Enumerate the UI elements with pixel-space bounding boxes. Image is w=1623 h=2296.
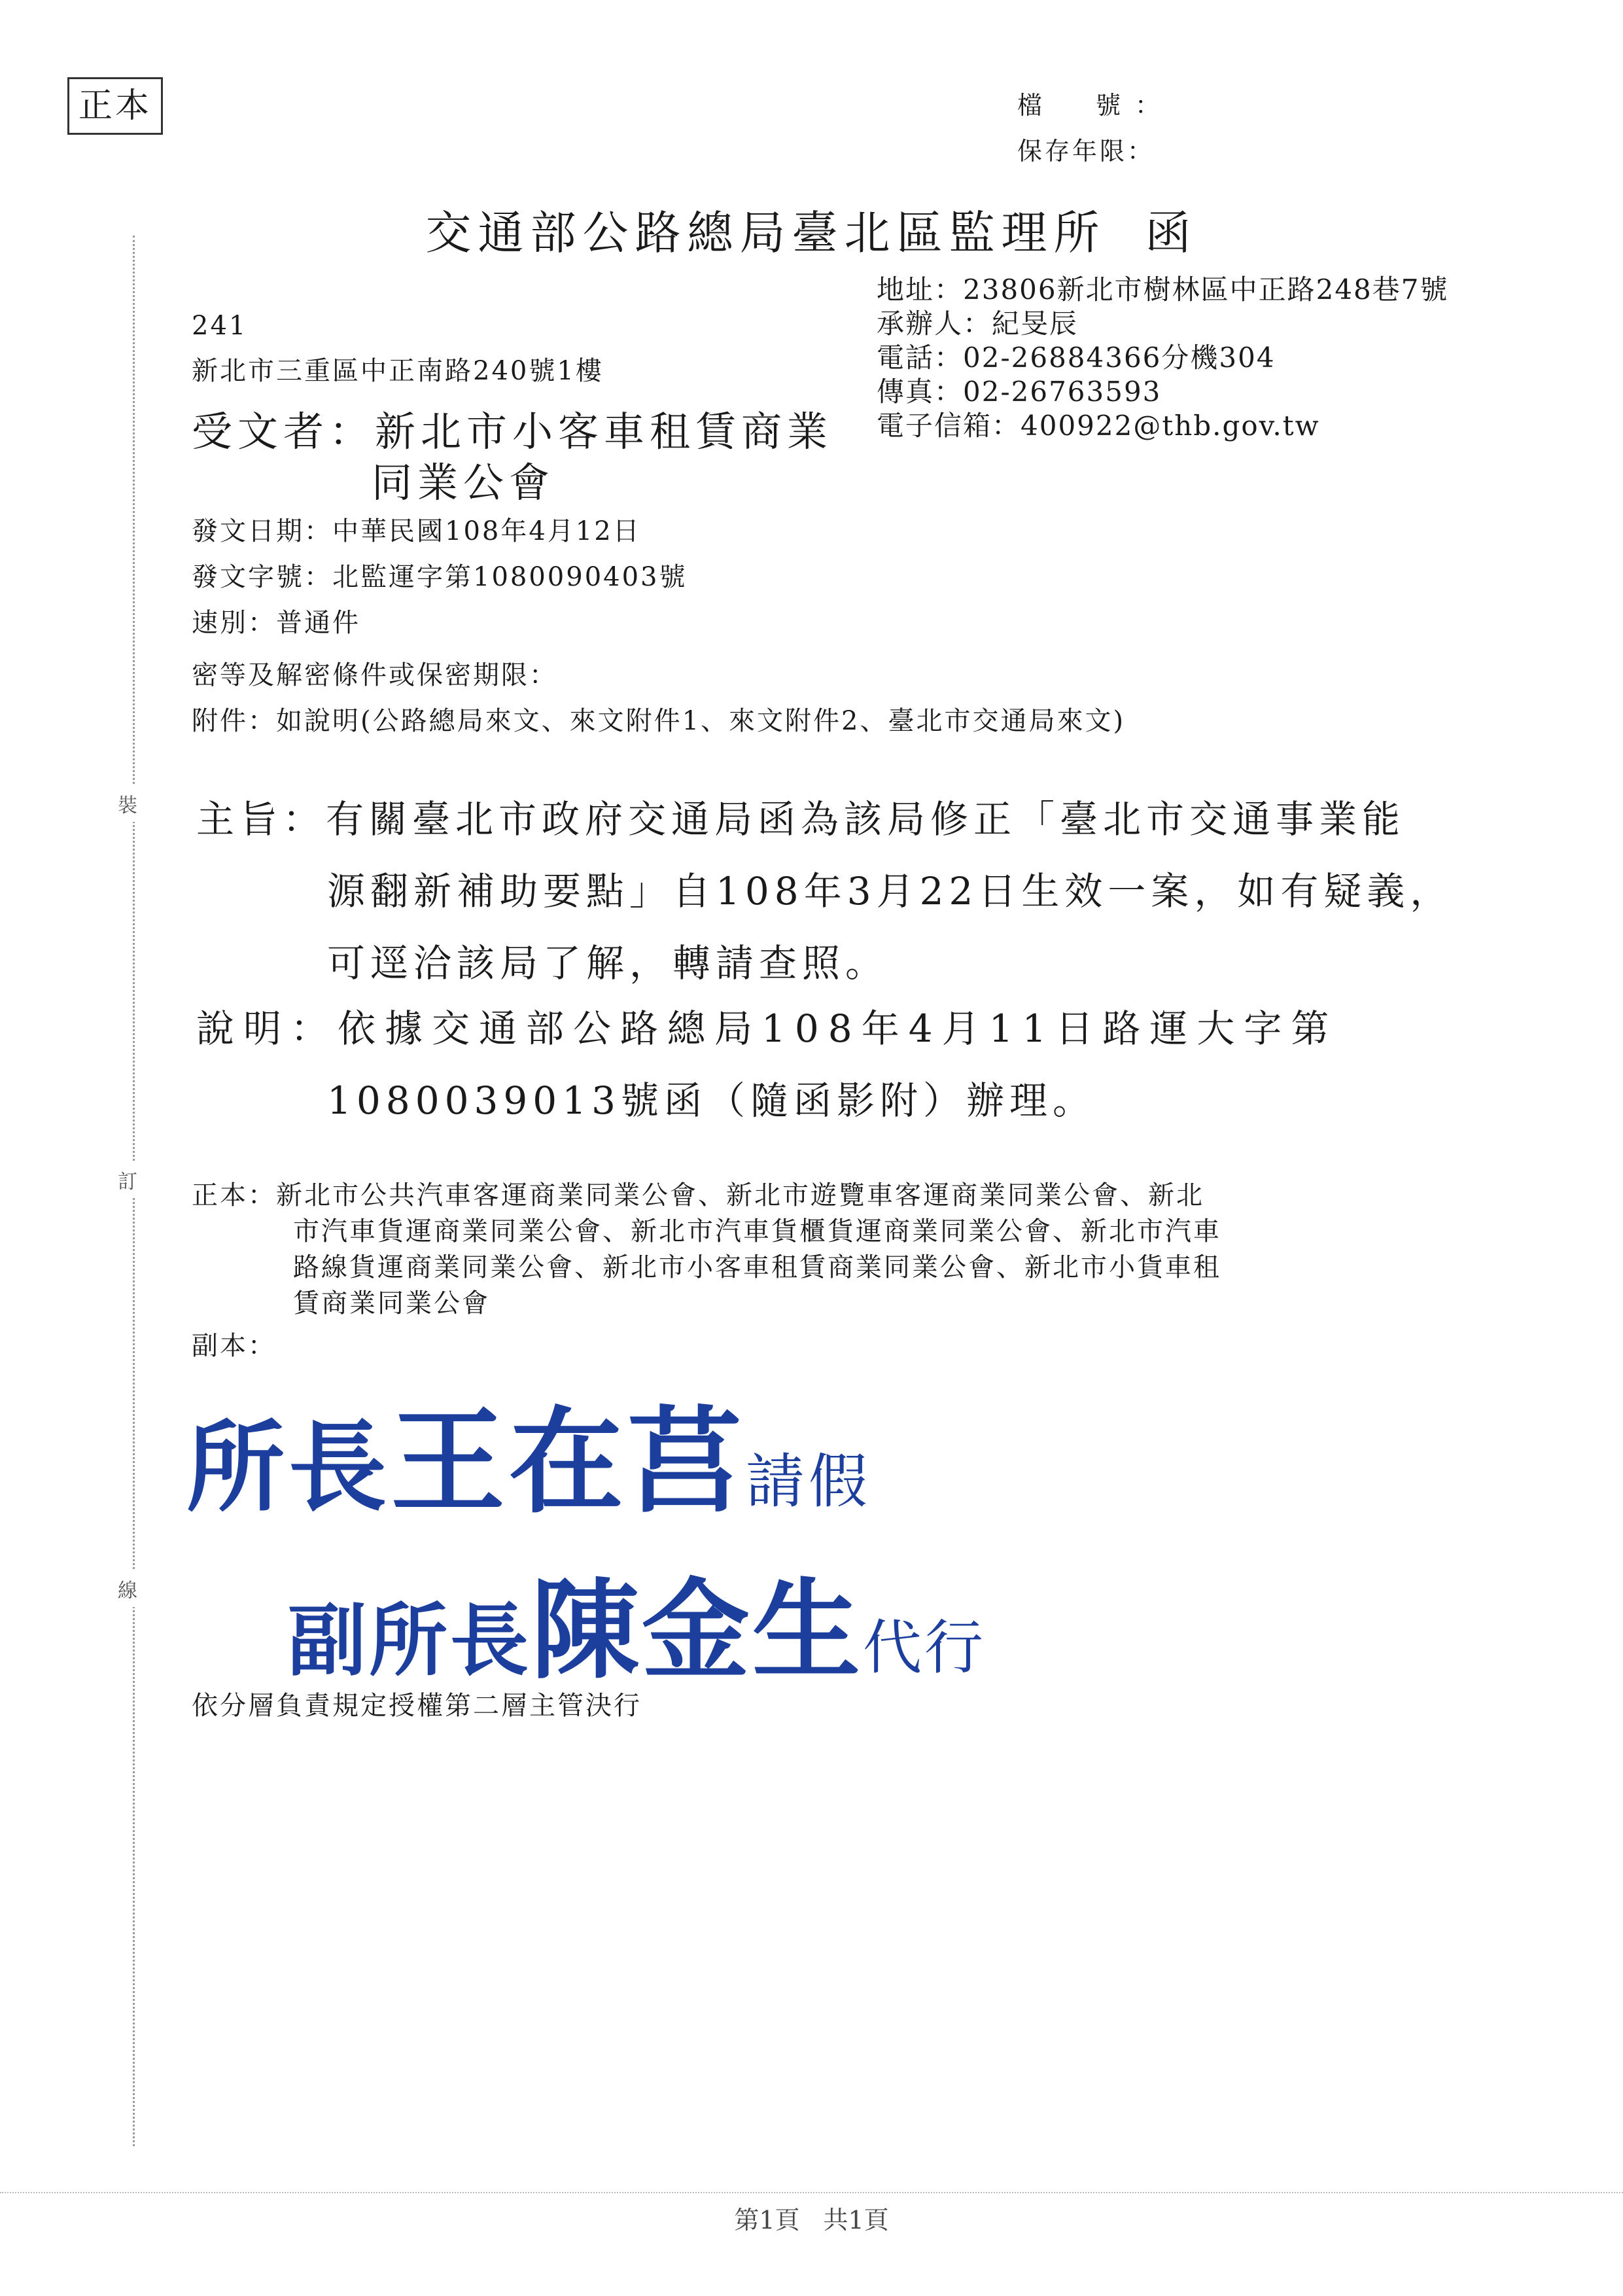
binding-mark-line: 線 xyxy=(118,1570,137,1607)
recipient-name: 新北市小客車租賃商業 xyxy=(375,408,833,455)
original-recipients-line-1: 正本：新北市公共汽車客運商業同業公會、新北市遊覽車客運商業同業公會、新北 xyxy=(192,1180,1204,1210)
original-recipients-line-2: 市汽車貨運商業同業公會、新北市汽車貨櫃貨運商業同業公會、新北市汽車 xyxy=(293,1216,1221,1246)
recipient-label: 受文者： xyxy=(192,408,375,455)
subject-line-2: 源翻新補助要點」自108年3月22日生效一案，如有疑義， xyxy=(327,869,1454,913)
original-recipients-line-3: 路線貨運商業同業公會、新北市小客車租賃商業同業公會、新北市小貨車租 xyxy=(293,1252,1221,1282)
attachments: 附件：如說明(公路總局來文、來文附件1、來文附件2、臺北市交通局來文) xyxy=(192,706,1126,736)
file-number-label: 檔 號： xyxy=(1017,91,1175,120)
copy-recipients-label: 副本： xyxy=(192,1331,276,1361)
deputy-name: 陳金生 xyxy=(531,1566,863,1693)
director-signature xyxy=(186,1371,871,1535)
binding-mark-staple: 訂 xyxy=(118,1161,137,1198)
delivery-speed: 速別：普通件 xyxy=(192,608,360,638)
recipient-name-continued: 同業公會 xyxy=(372,459,555,506)
contact-phone: 電話：02-26884366分機304 xyxy=(877,342,1276,374)
original-copy-stamp: 正本 xyxy=(67,77,163,135)
subject-line-1: 主旨：有關臺北市政府交通局函為該局修正「臺北市交通事業能 xyxy=(196,797,1406,841)
director-leave-note: 請假 xyxy=(746,1447,872,1516)
director-title: 所長 xyxy=(186,1410,391,1525)
binding-mark-bind: 裝 xyxy=(118,785,137,822)
contact-fax: 傳真：02-26763593 xyxy=(877,376,1162,408)
recipient-address: 新北市三重區中正南路240號1樓 xyxy=(192,356,604,386)
contact-handler: 承辦人：紀旻辰 xyxy=(877,308,1079,340)
issue-number: 發文字號：北監運字第1080090403號 xyxy=(192,562,688,592)
page-number: 第1頁 xyxy=(734,2206,800,2234)
retention-period-label: 保存年限： xyxy=(1017,137,1155,166)
authorization-note: 依分層負責規定授權第二層主管決行 xyxy=(192,1691,642,1721)
document-title xyxy=(0,196,1623,262)
recipient-line xyxy=(192,399,833,457)
secrecy-level: 密等及解密條件或保密期限： xyxy=(192,660,557,690)
explanation-line-2: 1080039013號函（隨函影附）辦理。 xyxy=(327,1078,1096,1123)
issue-date: 發文日期：中華民國108年4月12日 xyxy=(192,516,641,546)
deputy-acting-note: 代行 xyxy=(863,1614,986,1682)
deputy-signature xyxy=(288,1544,986,1699)
page-total: 共1頁 xyxy=(823,2206,889,2234)
document-type: 函 xyxy=(1145,206,1198,260)
explanation-line-1: 說明：依據交通部公路總局108年4月11日路運大字第 xyxy=(196,1006,1338,1051)
subject-line-3: 可逕洽該局了解，轉請查照。 xyxy=(327,941,889,985)
recipient-postal-code: 241 xyxy=(192,311,248,341)
original-recipients-line-4: 賃商業同業公會 xyxy=(293,1288,490,1318)
issuing-organization: 交通部公路總局臺北區監理所 xyxy=(425,206,1106,260)
deputy-title: 副所長 xyxy=(288,1595,531,1687)
contact-email: 電子信箱：400922@thb.gov.tw xyxy=(877,410,1320,442)
page-footer xyxy=(0,2200,1623,2236)
footer-divider xyxy=(0,2192,1623,2193)
contact-address: 地址：23806新北市樹林區中正路248巷7號 xyxy=(877,274,1449,306)
director-name: 王在莒 xyxy=(391,1395,746,1529)
